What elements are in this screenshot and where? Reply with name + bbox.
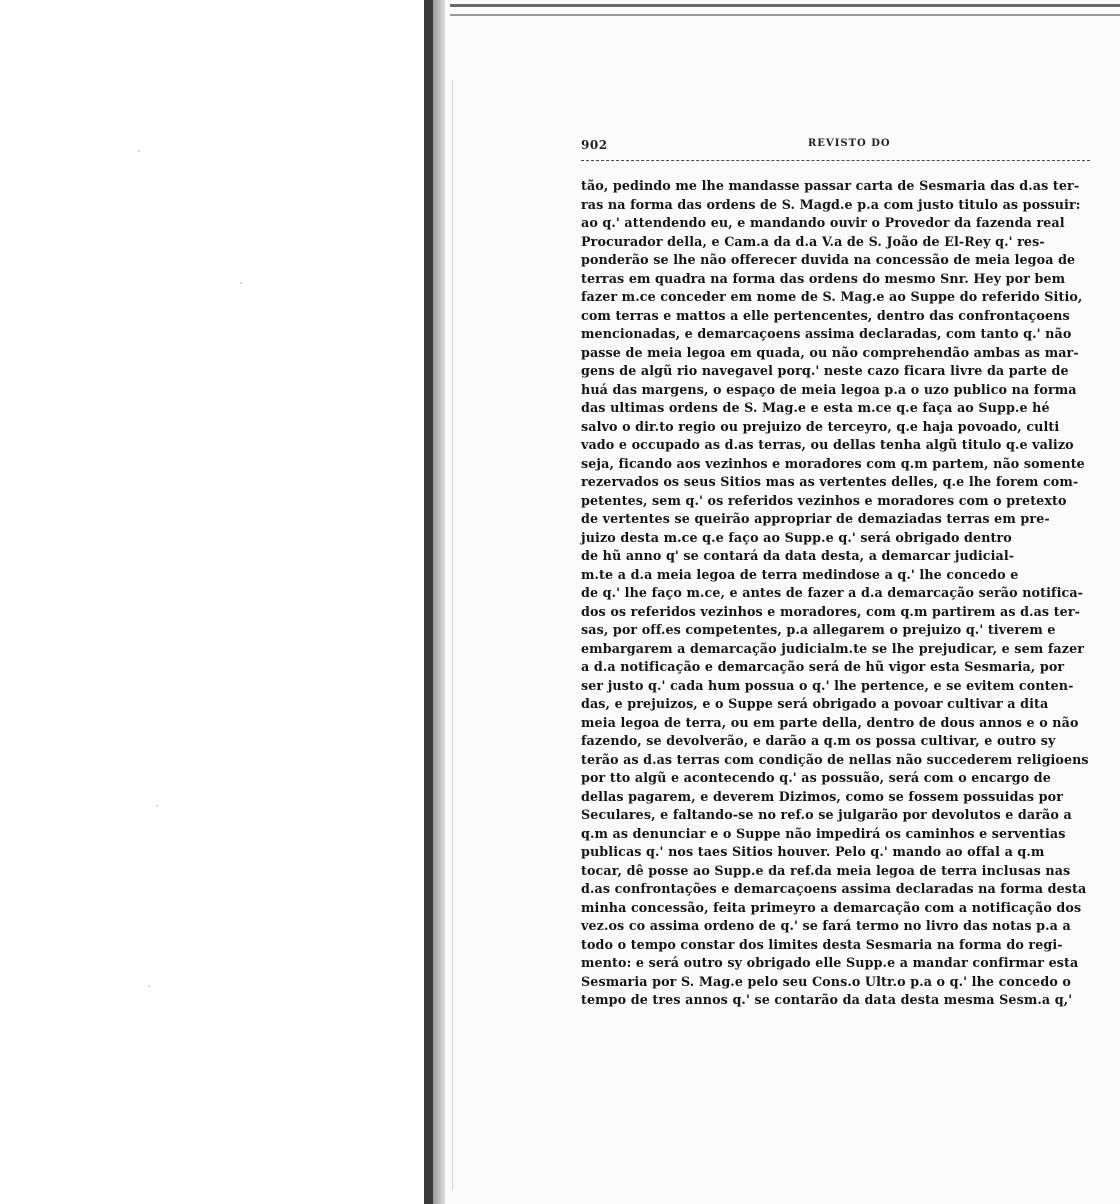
text-line: todo o tempo constar dos limites desta Sesmaria na forma do regi- <box>581 937 1063 953</box>
text-line: embargarem a demarcação judicialm.te se lhe prejudicar, e sem fazer <box>581 641 1085 657</box>
running-head: REVISTO DO <box>808 138 891 149</box>
text-line: Seculares, e faltando-se no ref.o se julgarão por devolutos e darão a <box>581 808 1072 823</box>
text-line: tocar, dê posse ao Supp.e da ref.da meia legoa de terra inclusas nas <box>581 863 1071 879</box>
text-line: d.as confrontações e demarcaçoens assima declaradas na forma desta <box>581 882 1087 897</box>
facing-page-blank <box>0 0 424 1204</box>
page-top-edge-inner <box>450 14 1120 16</box>
body-text <box>581 178 1101 1011</box>
scan-speck <box>138 150 140 152</box>
text-line: passe de meia legoa em quada, ou não comprehendão ambas as mar- <box>581 345 1079 361</box>
text-line: Sesmaria por S. Mag.e pelo seu Cons.o Ultr.o p.a o q.' lhe concedo o <box>581 974 1071 990</box>
scan-speck <box>240 282 242 284</box>
text-line: sas, por off.es competentes, p.a allegarem o prejuizo q.' tiverem e <box>581 623 1056 638</box>
page-number: 902 <box>581 138 608 152</box>
text-line: a d.a notificação e demarcação será de hũ vigor esta Sesmaria, por <box>581 660 1065 675</box>
text-line: mento: e será outro sy obrigado elle Supp.e a mandar confirmar esta <box>581 956 1079 971</box>
text-line: fazendo, se devolverão, e darão a q.m os possa cultivar, e outro sy <box>581 734 1056 749</box>
page-top-edge <box>450 4 1120 7</box>
text-line: ponderão se lhe não offerecer duvida na concessão de meia legoa de <box>581 253 1076 268</box>
text-line: salvo o dir.to regio ou prejuizo de terceyro, q.e haja povoado, culti <box>581 419 1060 435</box>
text-line: m.te a d.a meia legoa de terra medindose a q.' lhe concedo e <box>581 567 1019 583</box>
text-line: ras na forma das ordens de S. Magd.e p.a com justo titulo as possuir: <box>581 197 1081 213</box>
book-gutter-fade <box>433 0 445 1204</box>
text-line: fazer m.ce conceder em nome de S. Mag.e ao Suppe do referido Sitio, <box>581 290 1083 305</box>
text-line: mencionadas, e demarcaçoens assima declaradas, com tanto q.' não <box>581 327 1072 342</box>
text-line: vez.os co assima ordeno de q.' se fará termo no livro das notas p.a a <box>581 919 1071 934</box>
text-line: rezervados os seus Sitios mas as vertentes delles, q.e lhe forem com- <box>581 475 1079 490</box>
text-line: seja, ficando aos vezinhos e moradores com q.m partem, não somente <box>581 456 1085 472</box>
text-line: juizo desta m.ce q.e faço ao Supp.e q.' será obrigado dentro <box>581 530 1012 546</box>
text-line: tempo de tres annos q.' se contarão da data desta mesma Sesm.a q,' <box>581 993 1073 1008</box>
text-line: ser justo q.' cada hum possua o q.' lhe pertence, e se evitem conten- <box>581 678 1074 694</box>
text-line: de vertentes se queirão appropriar de demaziadas terras em pre- <box>581 512 1050 527</box>
text-line: terão as d.as terras com condição de nellas não succederem religioens <box>581 752 1089 768</box>
text-line: dellas pagarem, e deverem Dizimos, como se fossem possuidas por <box>581 789 1063 805</box>
text-line: de hũ anno q' se contará da data desta, a demarcar judicial- <box>581 549 1015 564</box>
text-line: meia legoa de terra, ou em parte della, dentro de dous annos e o não <box>581 715 1079 731</box>
book-gutter-shadow <box>424 0 433 1204</box>
text-line: huá das margens, o espaço de meia legoa p.a o uzo publico na forma <box>581 382 1077 398</box>
text-line: das ultimas ordens de S. Mag.e e esta m.ce q.e faça ao Supp.e hé <box>581 401 1050 416</box>
text-line: com terras e mattos a elle pertencentes, dentro das confrontaçoens <box>581 308 1070 324</box>
text-line: gens de algũ rio navegavel porq.' neste cazo ficara livre da parte de <box>581 364 1069 379</box>
header-rule <box>581 160 1090 161</box>
gutter-crease <box>452 80 453 1190</box>
text-line: Procurador della, e Cam.a da d.a V.a de S. João de El-Rey q.' res- <box>581 234 1045 250</box>
text-line: por tto algũ e acontecendo q.' as possuão, será com o encargo de <box>581 771 1051 786</box>
text-line: tão, pedindo me lhe mandasse passar carta de Sesmaria das d.as ter- <box>581 179 1080 194</box>
text-line: minha concessão, feita primeyro a demarcação com a notificação dos <box>581 900 1082 916</box>
text-line: de q.' lhe faço m.ce, e antes de fazer a d.a demarcação serão notifica- <box>581 586 1084 601</box>
text-line: ao q.' attendendo eu, e mandando ouvir o Provedor da fazenda real <box>581 216 1065 231</box>
scan-speck <box>148 985 150 987</box>
text-line: q.m as denunciar e o Suppe não impedirá os caminhos e serventias <box>581 826 1066 842</box>
text-line: publicas q.' nos taes Sitios houver. Pelo q.' mando ao offal a q.m <box>581 845 1045 860</box>
text-line: dos os referidos vezinhos e moradores, com q.m partirem as d.as ter- <box>581 604 1081 620</box>
text-line: vado e occupado as d.as terras, ou dellas tenha algũ titulo q.e valizo <box>581 438 1074 453</box>
text-line: petentes, sem q.' os referidos vezinhos e moradores com o pretexto <box>581 493 1067 509</box>
text-line: terras em quadra na forma das ordens do mesmo Snr. Hey por bem <box>581 271 1066 287</box>
scan-speck <box>156 805 158 807</box>
text-line: das, e prejuizos, e o Suppe será obrigado a povoar cultivar a dita <box>581 697 1049 712</box>
